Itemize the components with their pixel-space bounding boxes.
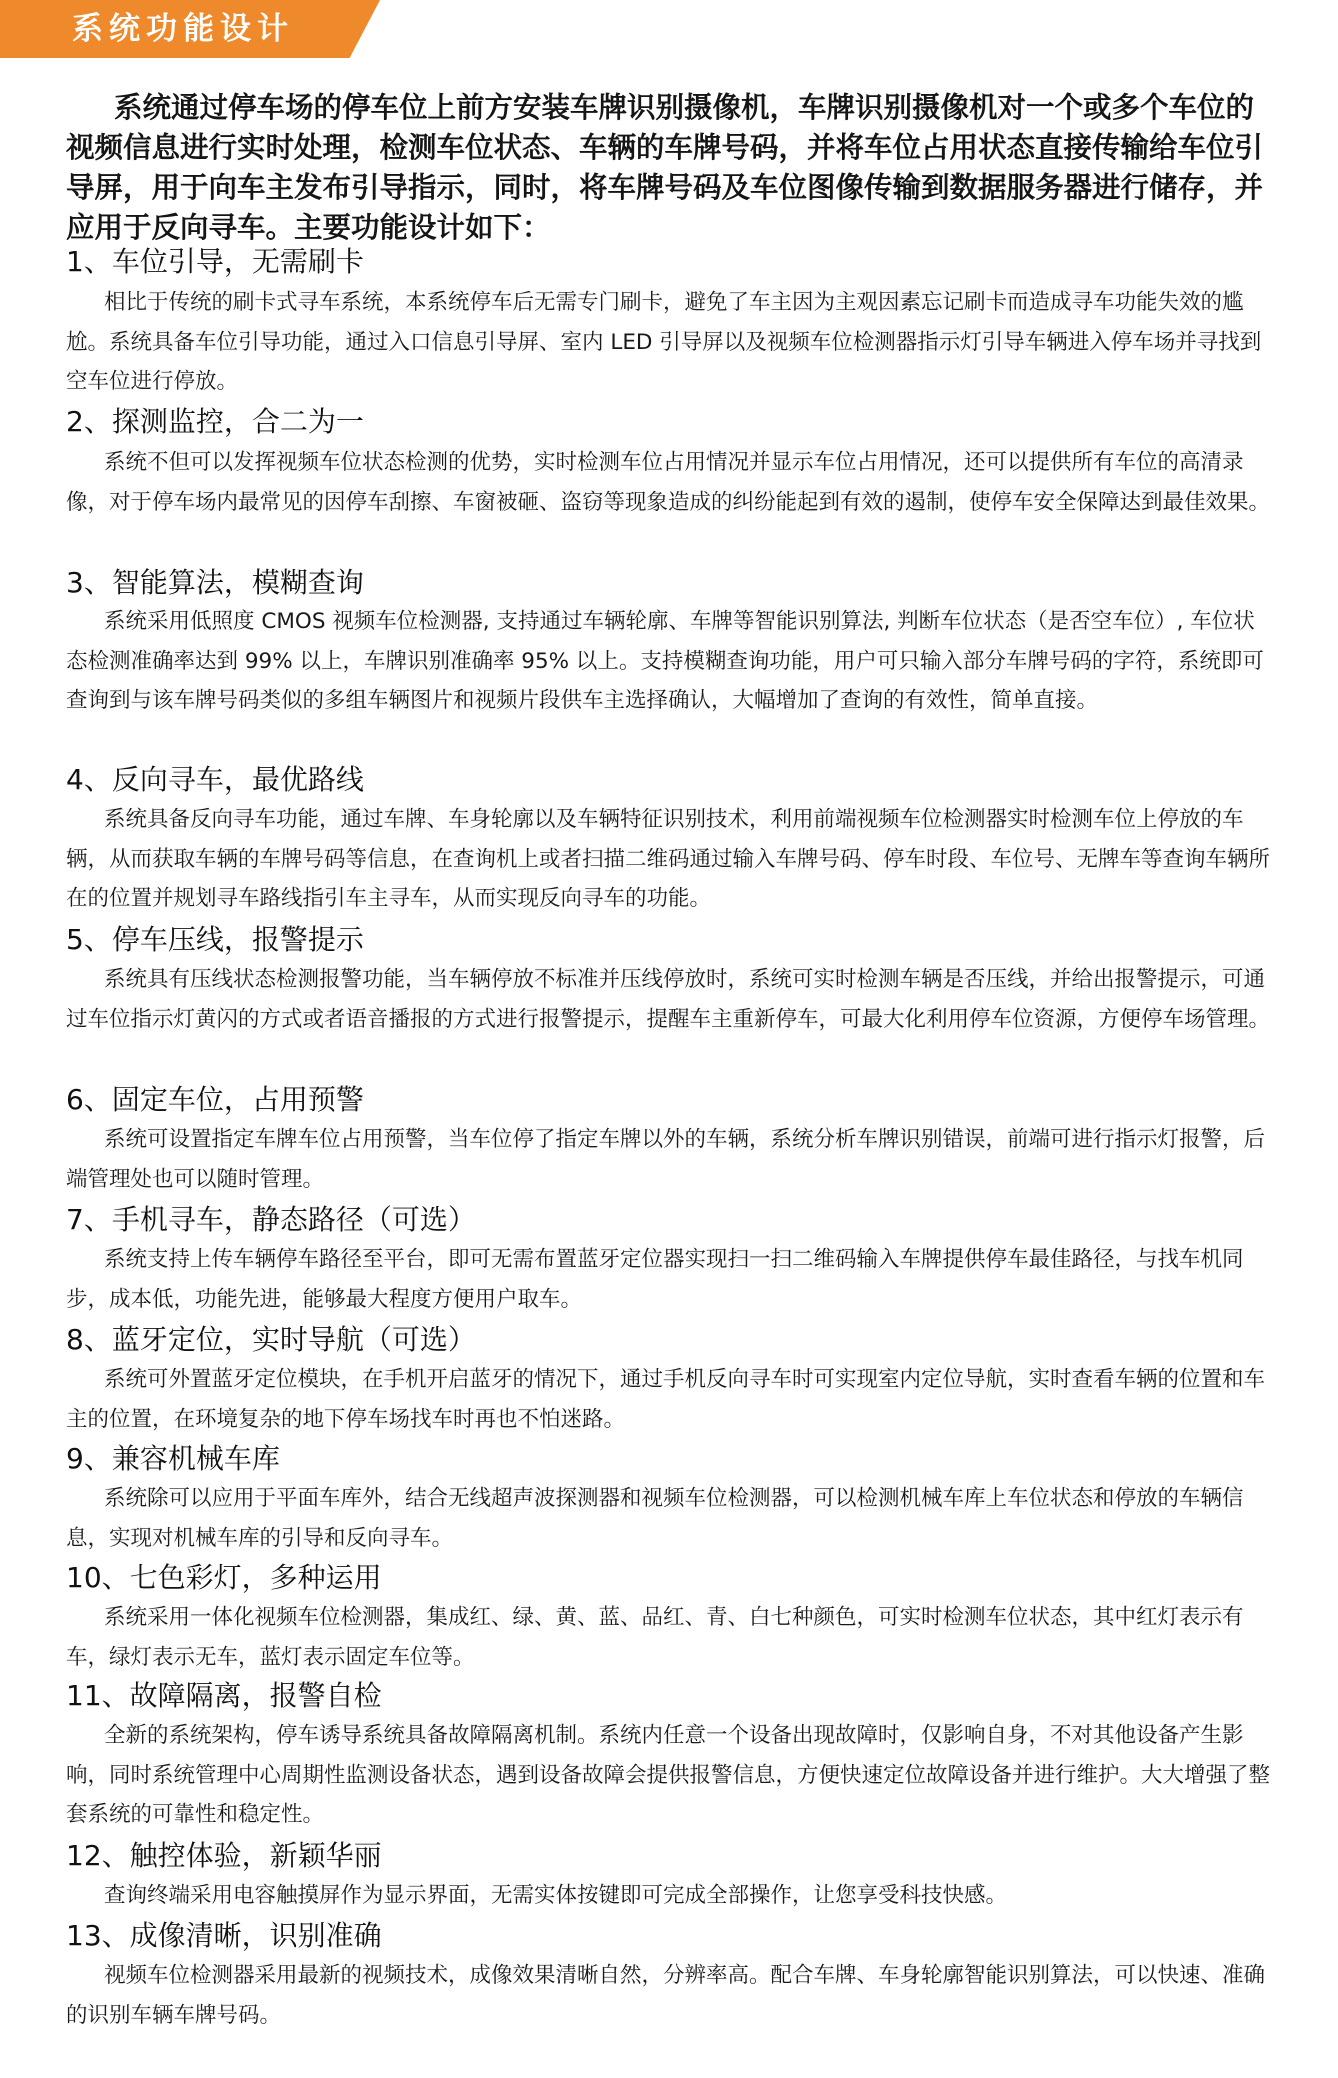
section-9-title: 9、兼容机械车库 [66, 1442, 280, 1475]
section-3-body: 系统采用低照度 CMOS 视频车位检测器, 支持通过车辆轮廓、车牌等智能识别算法, 判断车位状态（是否空车位）, 车位状态检测准确率达到 99% 以上，车牌识别准确率 95% 以上。支持模糊查询功能，用户可只输入部分车牌号码的字符，系统即可查询到与该车牌号码类似的多组车辆图片和视频片段供车主选择确认，大幅增加了查询的有效性，简单直接。 [66, 609, 1264, 713]
section-12-body: 查询终端采用电容触摸屏作为显示界面，无需实体按键即可完成全部操作，让您享受科技快感。 [104, 1883, 1008, 1908]
section-7-body: 系统支持上传车辆停车路径至平台，即可无需布置蓝牙定位器实现扫一扫二维码输入车牌提供停车最佳路径，与找车机同步，成本低，功能先进，能够最大程度方便用户取车。 [66, 1247, 1244, 1312]
section-2-body: 系统不但可以发挥视频车位状态检测的优势，实时检测车位占用情况并显示车位占用情况，还可以提供所有车位的高清录像，对于停车场内最常见的因停车刮擦、车窗被砸、盗窃等现象造成的纠纷能起到有效的遏制，使停车安全保障达到最佳效果。 [66, 450, 1271, 515]
section-11-title: 11、故障隔离，报警自检 [66, 1679, 382, 1712]
section-8-title: 8、蓝牙定位，实时导航（可选） [66, 1323, 476, 1356]
section-7-title: 7、手机寻车，静态路径（可选） [66, 1203, 476, 1236]
intro-paragraph: 系统通过停车场的停车位上前方安装车牌识别摄像机，车牌识别摄像机对一个或多个车位的视频信息进行实时处理，检测车位状态、车辆的车牌号码，并将车位占用状态直接传输给车位引导屏，用于向车主发布引导指示，同时，将车牌号码及车位图像传输到数据服务器进行储存，并应用于反向寻车。主要功能设计如下： [66, 91, 1264, 244]
section-12-title: 12、触控体验，新颖华丽 [66, 1839, 382, 1872]
section-1-title: 1、车位引导，无需刷卡 [66, 245, 364, 278]
section-1-body: 相比于传统的刷卡式寻车系统，本系统停车后无需专门刷卡，避免了车主因为主观因素忘记刷卡而造成寻车功能失效的尴尬。系统具备车位引导功能，通过入口信息引导屏、室内 LED 引导屏以及视频车位检测器指示灯引导车辆进入停车场并寻找到空车位进行停放。 [66, 290, 1262, 394]
section-8-body: 系统可外置蓝牙定位模块，在手机开启蓝牙的情况下，通过手机反向寻车时可实现室内定位导航，实时查看车辆的位置和车主的位置，在环境复杂的地下停车场找车时再也不怕迷路。 [66, 1367, 1266, 1432]
section-2-title: 2、探测监控，合二为一 [66, 405, 364, 438]
section-13-body: 视频车位检测器采用最新的视频技术，成像效果清晰自然，分辨率高。配合车牌、车身轮廓智能识别算法，可以快速、准确的识别车辆车牌号码。 [66, 1963, 1266, 2028]
page-title: 系统功能设计 [72, 11, 294, 47]
section-5-body: 系统具有压线状态检测报警功能，当车辆停放不标准并压线停放时，系统可实时检测车辆是否压线，并给出报警提示，可通过车位指示灯黄闪的方式或者语音播报的方式进行报警提示，提醒车主重新停车，可最大化利用停车位资源，方便停车场管理。 [66, 967, 1271, 1032]
section-6-title: 6、固定车位，占用预警 [66, 1083, 364, 1116]
section-10-body: 系统采用一体化视频车位检测器，集成红、绿、黄、蓝、品红、青、白七种颜色，可实时检测车位状态，其中红灯表示有车，绿灯表示无车，蓝灯表示固定车位等。 [66, 1605, 1244, 1670]
section-10-title: 10、七色彩灯，多种运用 [66, 1561, 382, 1594]
section-13-title: 13、成像清晰，识别准确 [66, 1919, 382, 1952]
section-9-body: 系统除可以应用于平面车库外，结合无线超声波探测器和视频车位检测器，可以检测机械车库上车位状态和停放的车辆信息，实现对机械车库的引导和反向寻车。 [66, 1486, 1244, 1551]
section-11-body: 全新的系统架构，停车诱导系统具备故障隔离机制。系统内任意一个设备出现故障时，仅影响自身，不对其他设备产生影响，同时系统管理中心周期性监测设备状态，遇到设备故障会提供报警信息，方便快速定位故障设备并进行维护。大大增强了整套系统的可靠性和稳定性。 [66, 1723, 1271, 1827]
section-5-title: 5、停车压线，报警提示 [66, 923, 364, 956]
section-6-body: 系统可设置指定车牌车位占用预警，当车位停了指定车牌以外的车辆，系统分析车牌识别错误，前端可进行指示灯报警，后端管理处也可以随时管理。 [66, 1127, 1266, 1192]
section-4-title: 4、反向寻车，最优路线 [66, 763, 364, 796]
section-4-body: 系统具备反向寻车功能，通过车牌、车身轮廓以及车辆特征识别技术，利用前端视频车位检测器实时检测车位上停放的车辆，从而获取车辆的车牌号码等信息，在查询机上或者扫描二维码通过输入车牌号码、停车时段、车位号、无牌车等查询车辆所在的位置并规划寻车路线指引车主寻车，从而实现反向寻车的功能。 [66, 807, 1271, 911]
section-3-title: 3、智能算法，模糊查询 [66, 566, 364, 599]
